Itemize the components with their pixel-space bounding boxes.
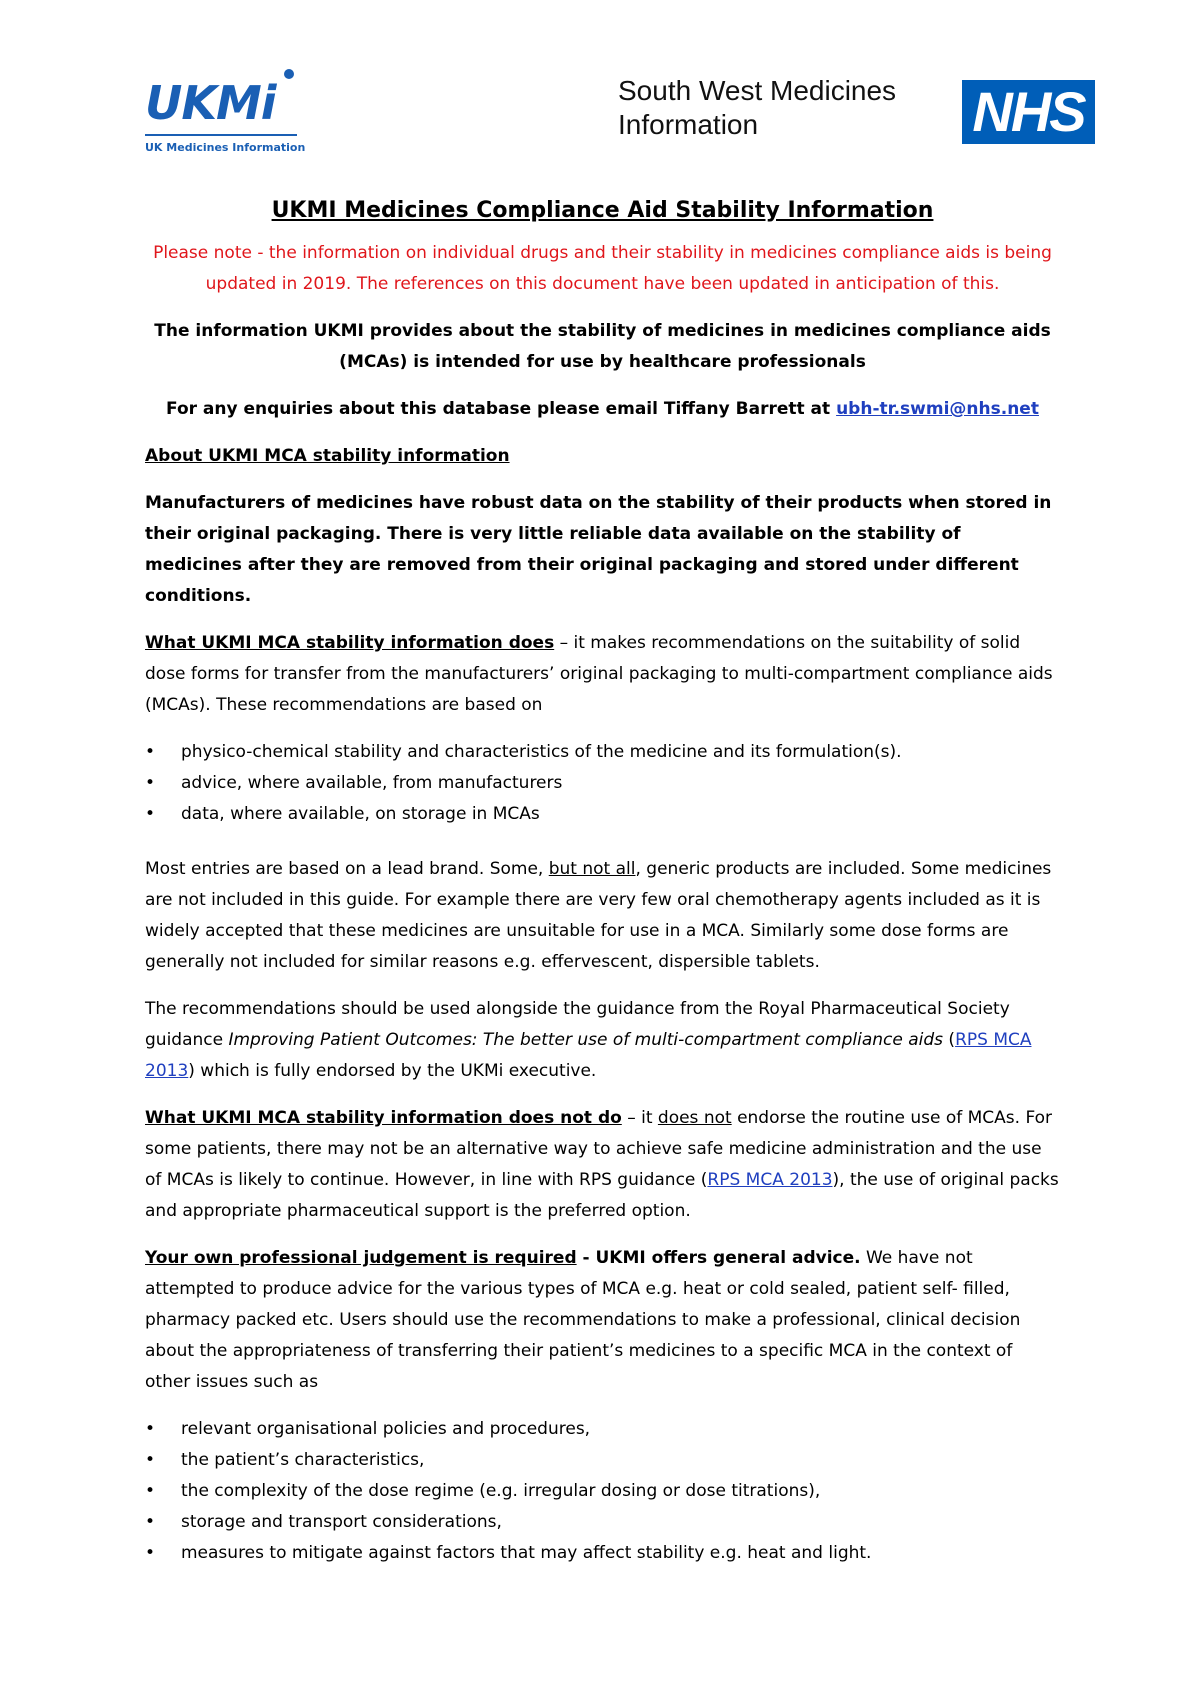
does-not-text-3: ), the use of original packs and appropriate pharmaceutical support is the preferred option. — [145, 1170, 1059, 1221]
recommendations-text-1: The recommendations should be used alongside the guidance from the Royal Pharmaceutical Society guidance — [145, 999, 1010, 1050]
entries-paragraph — [145, 854, 1060, 978]
does-not-heading: What UKMI MCA stability information does not do — [145, 1108, 622, 1128]
list-item: • measures to mitigate against factors that may affect stability e.g. heat and light. — [145, 1538, 1060, 1569]
entries-underlined: but not all — [548, 859, 636, 879]
enquiries-text: For any enquiries about this database please email Tiffany Barrett at — [166, 399, 831, 419]
rps-guidance-title: Improving Patient Outcomes: The better use of multi-compartment compliance aids — [228, 1030, 944, 1050]
nhs-logo-text: NHS — [972, 80, 1085, 143]
intended-use-statement: The information UKMI provides about the stability of medicines in medicines compliance aids (MCAs) is intended for use by healthcare professionals — [154, 321, 1051, 372]
list-item: • physico-chemical stability and characteristics of the medicine and its formulation(s). — [145, 737, 1060, 768]
does-text: – it makes recommendations on the suitability of solid dose forms for transfer from the manufacturers’ original packaging to multi-compartment compliance aids (MCAs). These recommendations are based on — [145, 633, 1053, 715]
does-paragraph — [145, 628, 1060, 721]
enquiries-line — [145, 394, 1060, 425]
list-item: • advice, where available, from manufacturers — [145, 768, 1060, 799]
list-item: • storage and transport considerations, — [145, 1507, 1060, 1538]
ukmi-logo — [145, 62, 305, 162]
judgement-bullet-list — [145, 1414, 1060, 1569]
does-heading: What UKMI MCA stability information does — [145, 633, 555, 653]
document-title: UKMI Medicines Compliance Aid Stability Information — [271, 198, 934, 223]
document-body — [145, 196, 1060, 1593]
judgement-text: We have not attempted to produce advice for the various types of MCA e.g. heat or cold sealed, patient self- filled, pharmacy packed etc. Users should use the recommendations to make a professional, clinical decision about the appropriateness of transferring their patient’s medicines to a specific MCA in the context of other issues such as — [145, 1248, 1021, 1392]
entries-text-1: Most entries are based on a lead brand. Some, — [145, 859, 549, 879]
list-item: • the patient’s characteristics, — [145, 1445, 1060, 1476]
does-not-paragraph — [145, 1103, 1060, 1227]
judgement-bold-text: - UKMI offers general advice. — [576, 1248, 861, 1268]
recommendations-paragraph — [145, 994, 1060, 1087]
rps-mca-link[interactable]: RPS MCA 2013 — [145, 1030, 1032, 1081]
does-not-underlined: does not — [657, 1108, 732, 1128]
list-item: • the complexity of the dose regime (e.g. irregular dosing or dose titrations), — [145, 1476, 1060, 1507]
list-item: • relevant organisational policies and procedures, — [145, 1414, 1060, 1445]
about-paragraph: Manufacturers of medicines have robust data on the stability of their products when stored in their original packaging. There is very little reliable data available on the stability of medicines after they are removed from their original packaging and stored under different conditions. — [145, 493, 1052, 606]
rps-mca-link-2[interactable]: RPS MCA 2013 — [707, 1170, 833, 1190]
judgement-heading: Your own professional judgement is required — [145, 1248, 577, 1268]
recommendations-text-3: ) which is fully endorsed by the UKMi executive. — [188, 1061, 597, 1081]
list-item: • data, where available, on storage in MCAs — [145, 799, 1060, 830]
judgement-paragraph — [145, 1243, 1060, 1398]
enquiries-email-link[interactable]: ubh-tr.swmi@nhs.net — [836, 399, 1039, 419]
does-bullet-list — [145, 737, 1060, 830]
recommendations-text-2: ( — [943, 1030, 956, 1050]
org-title: South West Medicines Information — [618, 75, 897, 140]
update-notice: Please note - the information on individual drugs and their stability in medicines compliance aids is being updated in 2019. The references on this document have been updated in anticipation of this. — [153, 243, 1052, 294]
ukmi-logo-dot — [284, 69, 294, 79]
ukmi-logo-subtitle: UK Medicines Information — [145, 141, 306, 154]
ukmi-logo-rule — [145, 134, 297, 136]
entries-text-2: , generic products are included. Some medicines are not included in this guide. For example there are very few oral chemotherapy agents included as it is widely accepted that these medicines are unsuitable for use in a MCA. Similarly some dose forms are generally not included for similar reasons e.g. effervescent, dispersible tablets. — [145, 859, 1052, 972]
does-not-text-1: – it — [621, 1108, 658, 1128]
about-heading: About UKMI MCA stability information — [145, 446, 510, 466]
ukmi-logo-wordmark: UKMi — [145, 76, 276, 130]
does-not-text-2: endorse the routine use of MCAs. For some patients, there may not be an alternative way to achieve safe medicine administration and the use of MCAs is likely to continue. However, in line with RPS guidance ( — [145, 1108, 1053, 1190]
nhs-logo — [962, 80, 1095, 144]
